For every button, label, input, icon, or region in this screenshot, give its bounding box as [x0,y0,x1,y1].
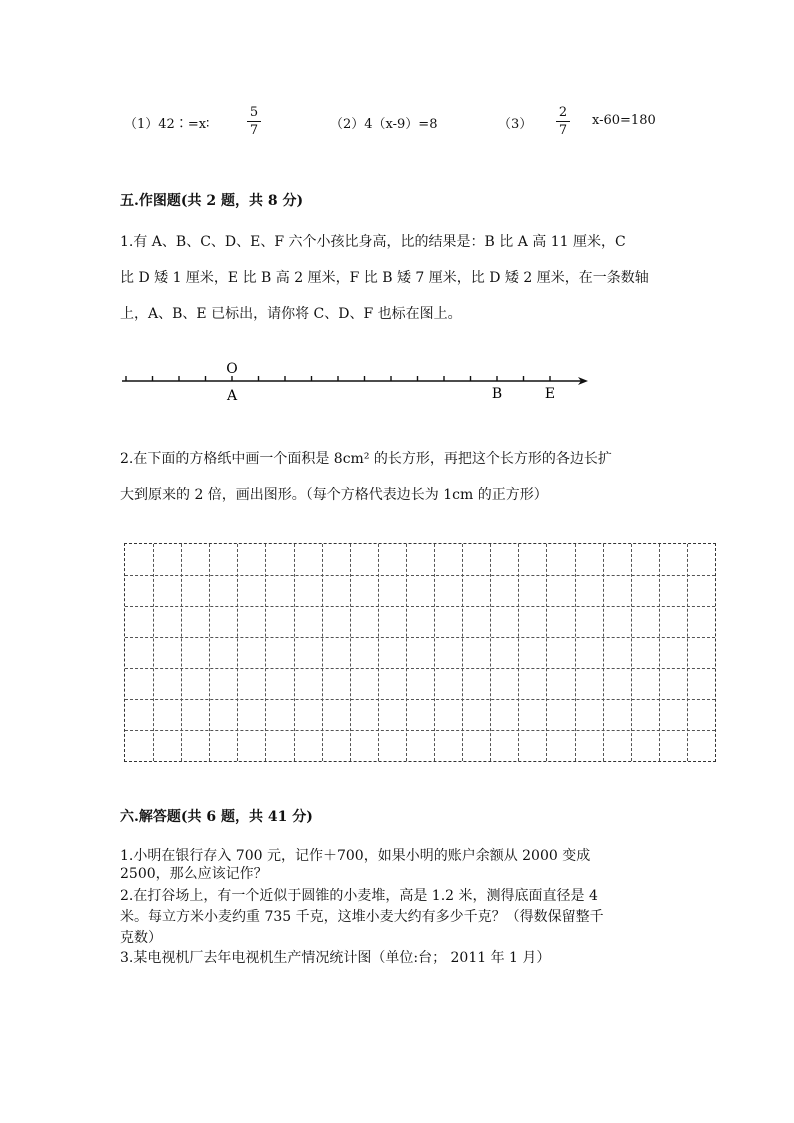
number-line-label-o: O [226,361,238,377]
equation-3-fraction [556,105,570,138]
fraction-denominator: 7 [249,123,259,138]
s6-q2-line1: 2.在打谷场上，有一个近似于圆锥的小麦堆，高是 1.2 米，测得底面直径是 4 [120,888,598,904]
grid-line-vertical [237,544,238,761]
fraction-numerator: 5 [249,105,259,120]
equation-1-fraction [247,105,261,138]
section-5-heading: 五.作图题(共 2 题，共 8 分) [120,193,304,209]
fraction-numerator: 2 [558,105,568,120]
equation-3-rest: x-60=180 [592,113,656,128]
equation-3-label: （3） [498,117,533,132]
grid-line-horizontal [125,575,715,576]
grid-line-horizontal [125,730,715,731]
grid-line-vertical [181,544,182,761]
grid-line-vertical [462,544,463,761]
grid-line-horizontal [125,668,715,669]
s6-q1-line1: 1.小明在银行存入 700 元，记作＋700，如果小明的账户余额从 2000 变成 [120,848,591,864]
grid-line-vertical [518,544,519,761]
s6-q2-line2: 米。每立方米小麦约重 735 千克，这堆小麦大约有多少千克？（得数保留整千 [120,909,604,925]
s6-q3-line1: 3.某电视机厂去年电视机生产情况统计图（单位:台； 2011 年 1 月） [120,950,551,966]
section-6-heading: 六.解答题(共 6 题，共 41 分) [120,809,313,825]
s6-q2-line3: 克数） [120,930,162,946]
number-line-label-e: E [544,386,556,402]
number-line-label-b: B [491,386,503,402]
s5-q2-line2: 大到原来的 2 倍，画出图形。（每个方格代表边长为 1cm 的正方形） [120,487,548,503]
grid-line-horizontal [125,699,715,700]
grid-line-vertical [603,544,604,761]
equation-1-label: （1）42∶=x∶ [124,117,210,132]
grid-line-vertical [490,544,491,761]
grid-line-vertical [378,544,379,761]
number-line [118,355,598,405]
equation-2: （2）4（x-9）=8 [330,117,438,132]
fraction-denominator: 7 [558,123,568,138]
grid-line-vertical [659,544,660,761]
grid-line-vertical [687,544,688,761]
grid-line-horizontal [125,637,715,638]
grid-line-vertical [575,544,576,761]
s5-q2-line1: 2.在下面的方格纸中画一个面积是 8cm² 的长方形，再把这个长方形的各边长扩 [120,451,612,467]
grid-line-horizontal [125,606,715,607]
s5-q1-line3: 上，A、B、E 已标出，请你将 C、D、F 也标在图上。 [120,306,462,322]
grid-line-vertical [350,544,351,761]
grid-line-vertical [631,544,632,761]
grid-line-vertical [406,544,407,761]
grid-line-vertical [294,544,295,761]
grid-line-vertical [322,544,323,761]
s6-q1-line2: 2500，那么应该记作？ [120,866,268,882]
s5-q1-line2: 比 D 矮 1 厘米，E 比 B 高 2 厘米，F 比 B 矮 7 厘米，比 D 矮 2 厘米，在一条数轴 [120,270,649,286]
grid-line-vertical [546,544,547,761]
grid-line-vertical [153,544,154,761]
grid-line-vertical [265,544,266,761]
grid-paper[interactable] [124,543,716,762]
number-line-label-a: A [226,388,238,404]
grid-line-vertical [209,544,210,761]
grid-line-vertical [434,544,435,761]
s5-q1-line1: 1.有 A、B、C、D、E、F 六个小孩比身高，比的结果是：B 比 A 高 11 厘米，C [120,234,626,250]
